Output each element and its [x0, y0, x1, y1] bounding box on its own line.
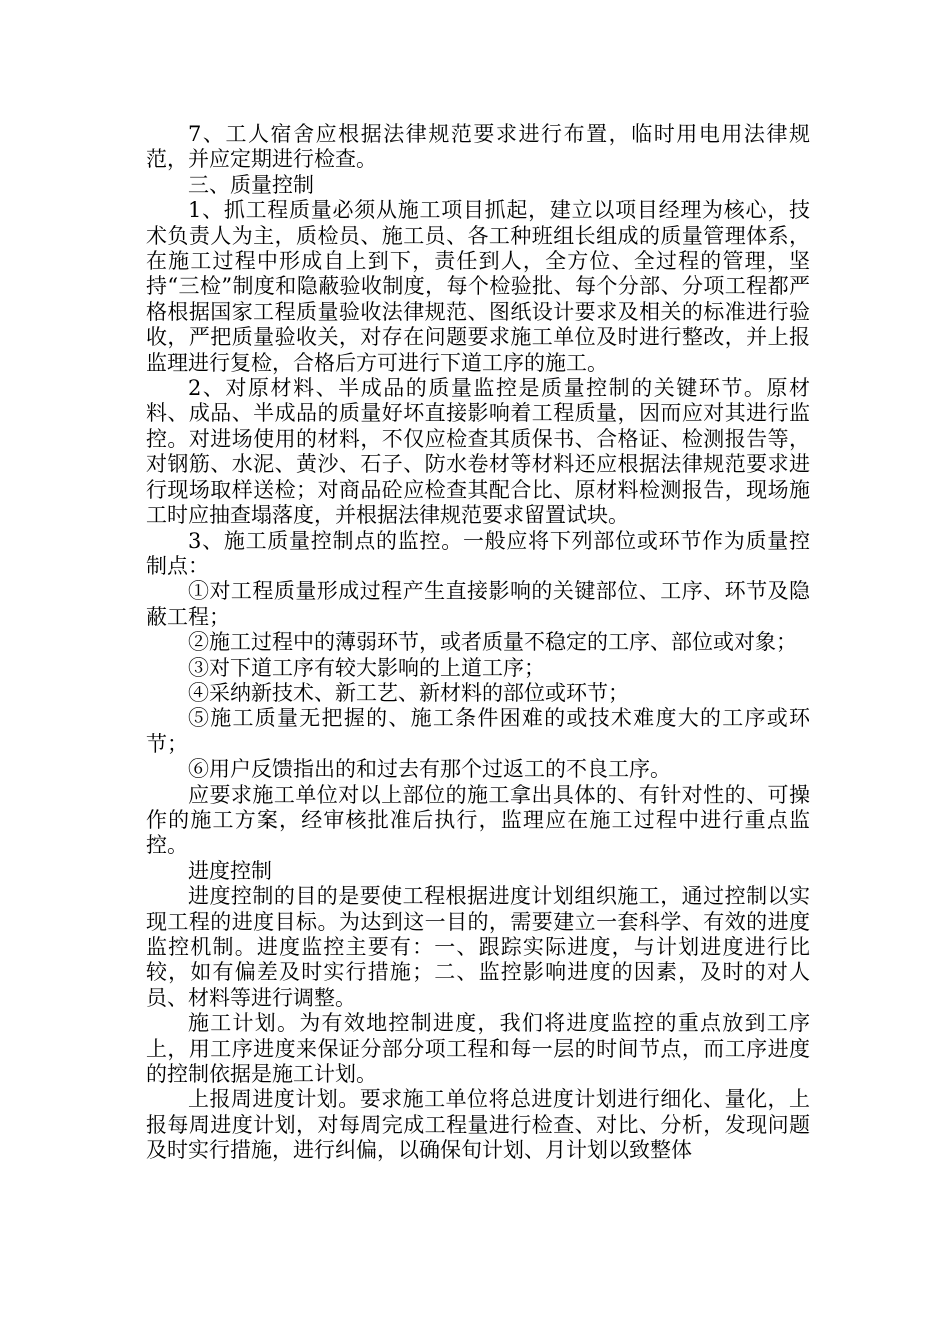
list-item-control-point-1: ①对工程质量形成过程产生直接影响的关键部位、工序、环节及隐蔽工程；: [146, 579, 810, 629]
section-heading-quality-control: 三、质量控制: [188, 172, 314, 197]
paragraph-material-monitoring: 2、对原材料、半成品的质量监控是质量控制的关键环节。原材料、成品、半成品的质量好坏直接影响着工程质量，因而应对其进行监控。对进场使用的材料，不仅应检查其质保书、合格证、检测报告等，对钢筋、水泥、黄沙、石子、防水卷材等材料还应根据法律规范要求进行现场取样送检；对商品砼应检查其配合比、原材料检测报告，现场施工时应抽查塌落度，并根据法律规范要求留置试块。: [146, 376, 810, 528]
list-item-control-point-4: ④采纳新技术、新工艺、新材料的部位或环节；: [188, 680, 629, 705]
paragraph-construction-schedule: 施工计划。为有效地控制进度，我们将进度监控的重点放到工序上，用工序进度来保证分部分项工程和每一层的时间节点，而工序进度的控制依据是施工计划。: [146, 1011, 810, 1087]
paragraph-quality-system: 1、抓工程质量必须从施工项目抓起，建立以项目经理为核心，技术负责人为主，质检员、施工员、各工种班组长组成的质量管理体系，在施工过程中形成自上到下，责任到人，全方位、全过程的管理，坚持“三检”制度和隐蔽验收制度，每个检验批、每个分部、分项工程都严格根据国家工程质量验收法律规范、图纸设计要求及相关的标准进行验收，严把质量验收关，对存在问题要求施工单位及时进行整改，并上报监理进行复检，合格后方可进行下道工序的施工。: [146, 198, 810, 375]
paragraph-construction-plan-requirement: 应要求施工单位对以上部位的施工拿出具体的、有针对性的、可操作的施工方案，经审核批准后执行，监理应在施工过程中进行重点监控。: [146, 782, 810, 858]
list-item-control-point-5: ⑤施工质量无把握的、施工条件困难的或技术难度大的工序或环节；: [146, 706, 810, 756]
list-item-control-point-6: ⑥用户反馈指出的和过去有那个过返工的不良工序。: [188, 757, 671, 782]
paragraph-control-points: 3、施工质量控制点的监控。一般应将下列部位或环节作为质量控制点：: [146, 528, 810, 578]
paragraph-progress-purpose: 进度控制的目的是要使工程根据进度计划组织施工，通过控制以实现工程的进度目标。为达到这一目的，需要建立一套科学、有效的进度监控机制。进度监控主要有：一、跟踪实际进度，与计划进度进行比较，如有偏差及时实行措施；二、监控影响进度的因素，及时的对人员、材料等进行调整。: [146, 884, 810, 1010]
paragraph-weekly-plan: 上报周进度计划。要求施工单位将总进度计划进行细化、量化，上报每周进度计划，对每周完成工程量进行检查、对比、分析，发现问题及时实行措施，进行纠偏，以确保旬计划、月计划以致整体: [146, 1087, 810, 1163]
section-heading-progress-control: 进度控制: [188, 858, 272, 883]
list-item-control-point-2: ②施工过程中的薄弱环节，或者质量不稳定的工序、部位或对象；: [188, 630, 797, 655]
list-item-control-point-3: ③对下道工序有较大影响的上道工序；: [188, 655, 545, 680]
paragraph-dormitory-rule: 7、工人宿舍应根据法律规范要求进行布置，临时用电用法律规范，并应定期进行检查。: [146, 122, 810, 172]
document-body: [146, 122, 810, 1164]
